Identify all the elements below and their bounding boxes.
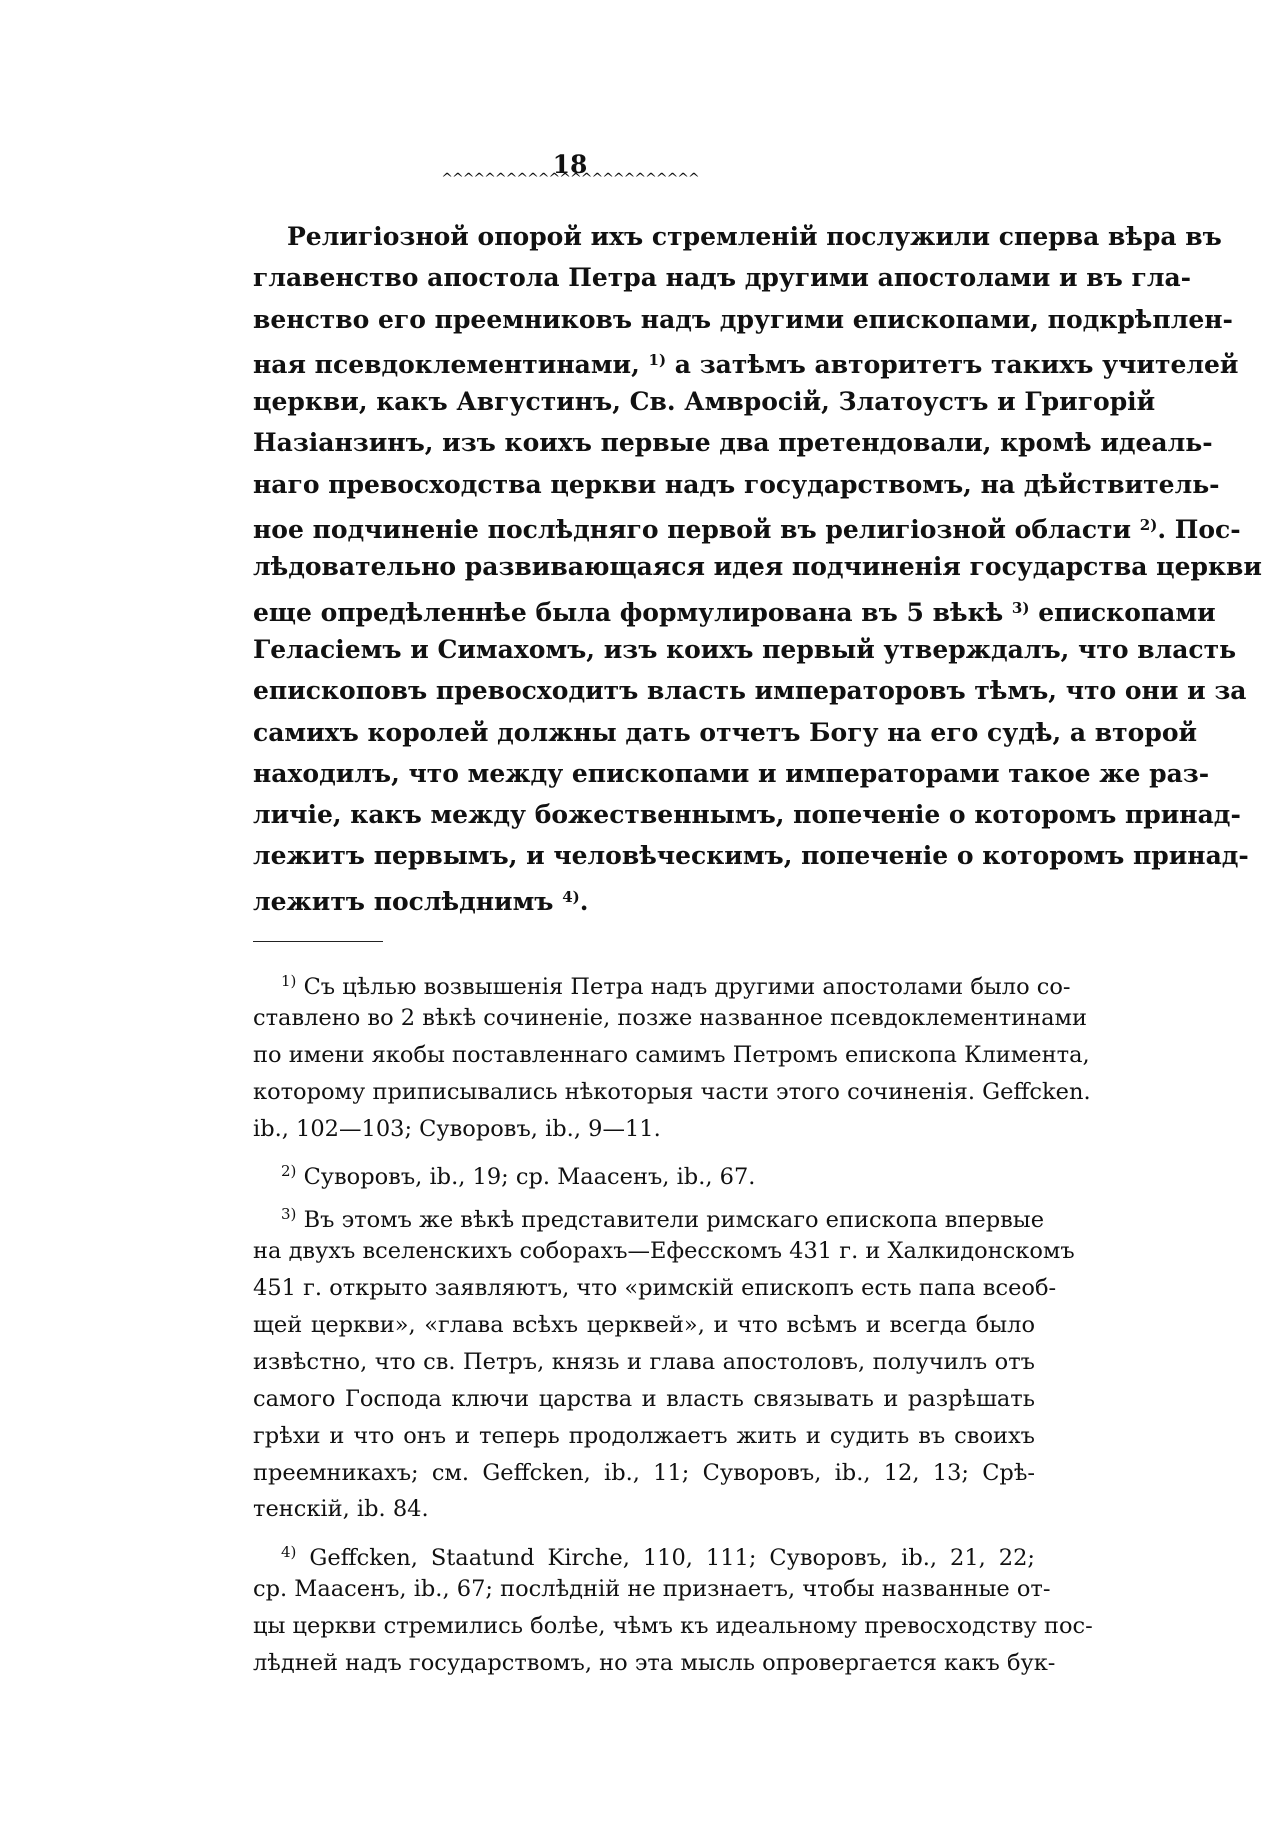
body-line xyxy=(253,588,1216,629)
body-line: наго превосходства церкви надъ государствомъ, на дѣйствитель- xyxy=(253,469,1220,499)
body-line-text: еще опредѣленнѣе была формулирована въ 5 вѣкѣ xyxy=(253,597,1004,627)
body-line: епископовъ превосходитъ власть императоровъ тѣмъ, что они и за xyxy=(253,676,1247,706)
footnotes xyxy=(253,963,1093,1682)
footnote-ref-4: 4) xyxy=(562,887,580,906)
body-line-text: а затѣмъ авторитетъ такихъ учителей xyxy=(674,349,1239,379)
page-number: 18 xyxy=(552,150,588,179)
footnote-line: самого Господа ключи царства и власть связывать и разрѣшать xyxy=(253,1385,1035,1412)
footnote-line: ib., 102—103; Суворовъ, ib., 9—11. xyxy=(253,1115,661,1142)
footnote-ref-3: 3) xyxy=(1011,598,1030,617)
footnote-text: Geffcken, Staatund Kirche, 110, 111; Суворовъ, ib., 21, 22; xyxy=(309,1545,1035,1572)
footnote-line: лѣдней надъ государствомъ, но эта мысль опровергается какъ бук- xyxy=(253,1650,1056,1677)
footnote-line xyxy=(253,1196,1045,1234)
body-line: лежитъ первымъ, и человѣческимъ, попеченiе о которомъ принад- xyxy=(253,841,1249,871)
body-line-text: лежитъ послѣднимъ xyxy=(253,886,554,916)
body-line: личiе, какъ между божественнымъ, попеченiе о которомъ принад- xyxy=(253,800,1241,830)
footnote-line xyxy=(253,1534,1035,1571)
body-line-text: . xyxy=(579,886,589,916)
body-line: Религiозной опорой ихъ стремленiй послужили сперва вѣра въ xyxy=(287,222,1222,251)
footnote-line: цы церкви стремились болѣе, чѣмъ къ идеальному превосходству пос- xyxy=(253,1613,1093,1640)
footnote-marker-3: 3) xyxy=(281,1205,297,1224)
footnote-line xyxy=(253,1153,1035,1190)
footnote-text: Суворовъ, ib., 19; ср. Маасенъ, ib., 67. xyxy=(303,1164,756,1191)
footnote-text: Съ цѣлью возвышенiя Петра надъ другими апостолами было со- xyxy=(303,974,1071,1000)
body-line: венство его преемниковъ надъ другими епископами, подкрѣплен- xyxy=(253,304,1233,334)
page-number-ornament: ^^^^^^^^^^^^^^^^^^^^^^^^ xyxy=(441,171,699,187)
footnote-text: Въ этомъ же вѣкѣ представители римскаго епископа впервые xyxy=(303,1207,1045,1234)
footnote-line: грѣхи и что онъ и теперь продолжаетъ жить и судить въ своихъ xyxy=(253,1422,1035,1449)
body-line-text: ное подчиненiе послѣдняго первой въ религiозной области xyxy=(253,515,1132,545)
footnote-line: ср. Маасенъ, ib., 67; послѣднiй не признаетъ, чтобы названные от- xyxy=(253,1576,1051,1603)
body-line xyxy=(253,340,1239,381)
body-line: Геласiемъ и Симахомъ, изъ коихъ первый утверждалъ, что власть xyxy=(253,634,1237,664)
footnote-ref-2: 2) xyxy=(1139,516,1158,535)
body-line xyxy=(253,505,1241,546)
main-text xyxy=(253,216,1262,918)
footnote-marker-4: 4) xyxy=(281,1543,297,1562)
footnote-line: на двухъ вселенскихъ соборахъ—Ефесскомъ 431 г. и Халкидонскомъ xyxy=(253,1238,1075,1265)
footnote-line: 451 г. открыто заявляютъ, что «римскiй епископъ есть папа всеоб- xyxy=(253,1275,1057,1302)
body-line: лѣдовательно развивающаяся идея подчиненiя государства церкви xyxy=(253,552,1262,582)
footnote-line: извѣстно, что св. Петръ, князь и глава апостоловъ, получилъ отъ xyxy=(253,1348,1035,1375)
body-line: церкви, какъ Августинъ, Св. Амвросiй, Златоустъ и Григорiй xyxy=(253,387,1156,417)
body-line: самихъ королей должны дать отчетъ Богу на его судѣ, а второй xyxy=(253,717,1198,747)
body-line-text: . Пос- xyxy=(1157,515,1241,545)
footnote-line: щей церкви», «глава всѣхъ церквей», и что всѣмъ и всегда было xyxy=(253,1312,1035,1339)
footnote-line xyxy=(253,963,1071,1000)
footnote-line: по имени якобы поставленнаго самимъ Петромъ епископа Климента, xyxy=(253,1041,1090,1068)
footnote-ref-1: 1) xyxy=(648,350,667,369)
footnote-line: которому приписывались нѣкоторыя части этого сочиненiя. Geffcken. xyxy=(253,1078,1091,1105)
body-line-text: епископами xyxy=(1038,597,1216,627)
footnote-line: тенскiй, ib. 84. xyxy=(253,1496,429,1523)
footnote-line: преемникахъ; см. Geffcken, ib., 11; Суворовъ, ib., 12, 13; Срѣ- xyxy=(253,1459,1035,1486)
footnote-separator xyxy=(253,941,383,942)
body-line-text: ная псевдоклементинами, xyxy=(253,349,640,379)
body-line: находилъ, что между епископами и императорами такое же раз- xyxy=(253,758,1210,788)
footnote-line: ставлено во 2 вѣкѣ сочиненiе, позже названное псевдоклементинами xyxy=(253,1004,1087,1031)
footnote-marker-1: 1) xyxy=(281,972,297,990)
body-line: главенство апостола Петра надъ другими апостолами и въ гла- xyxy=(253,263,1192,293)
body-line: Назiанзинъ, изъ коихъ первые два претендовали, кромѣ идеаль- xyxy=(253,428,1213,458)
body-line xyxy=(253,877,1035,918)
footnote-marker-2: 2) xyxy=(281,1162,297,1181)
